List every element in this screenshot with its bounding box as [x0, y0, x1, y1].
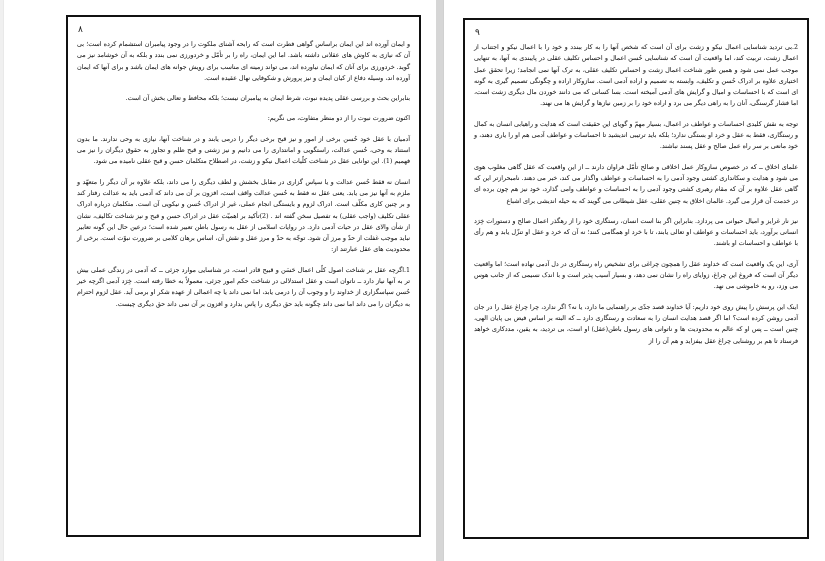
- right-page-frame: [463, 18, 809, 539]
- paragraph: نیز نار غرایز و امیال حیوانی می پردازد. بنابراین اگر بنا است انسان، رستگاری خود را از رهگذر اعمال صالح و دستورات خِرَد انسانی برآورد، باید احساسات و عواطف او تعالی یابند، تا با خرد او همگامی کنند؛ نه آن که خرد و عقل او تنزّل یابد و هم رأی با عواطف و احساسات او باشند.: [474, 217, 799, 248]
- left-page-body: [77, 39, 410, 319]
- paragraph: علمای اخلاق ــ که در خصوص سازوکار عمل اخلاقی و صالح تأمّل فراوان دارند ــ از این واقعیت که عقل گاهی مغلوب هوی می شود و هدایت و سکانداری کشتی وجود آدمی را به احساسات و عواطف واگذار می کند، خبر می دهند. نامبحرازتر این که گاهی عقل علاوه بر آن که مقام رهبری کشتی وجود آدمی را به احساسات و عواطف وامی گذارد، خود نیز هم چون برده ای در خدمت آن قرار می گیرد. عالمان اخلاق به چنین عقلی، عقل شیطانی می گویند که به حیله اندیشی برای اشباع: [474, 163, 798, 205]
- left-page-frame: [66, 15, 421, 537]
- paragraph: اینک این پرسش را پیش روی خود داریم: آیا خداوند قصد جدّی بر راهنمایی ما دارد، یا نه؟ اگر ندارد، چرا چراغ عقل را در جان آدمی روشن کرده است؟ اما اگر قصد هدایت انسان را به سعادت و رستگاری دارد ــ که البته بر اساس فیض بی پایان الهی، چنین است ــ پس او که عالم به محدودیت ها و ناتوانی های رسول باطن(عقل) او است، بی تردید، به یقین، مددکاری خواهد فرستاد تا هم بر روشنایی چراغ عقل بیفزاید و هم آن را از: [474, 303, 798, 345]
- page-gutter: [436, 0, 444, 561]
- paragraph: و ایمان آورده اند این ایمان براساس گواهی فطرت است که رابحه آشنای ملکوت را در وجود پیامبران استشمام کرده است؛ بی آن که نیازی به کاوش های عقلانی داشته باشد. اما این ایمان، راه را بر تأمّل و خردورزی نمی بندد و بلکه به آن خوشامد نیز می گوید. خردورزی برای آنان که ایمان نیاورده اند، می تواند زمینه ای مناسب برای رویش جوانه های ایمان باشد و برای آنها که ایمان آورده اند، وسیله دفاع از کیان ایمان و نیز پرورش و شکوفایی نهال عقیده است.: [77, 41, 410, 82]
- paragraph: بنابراین بحث و بررسی عقلی پدیده نبوت، شرط ایمان به پیامبران نیست؛ بلکه محافظ و تعالی بخش آن است.: [125, 95, 410, 103]
- paragraph: 2.بی تردید شناسایی اعمال نیکو و زشت برای آن است که شخص آنها را به کار ببندد و خود را با اعمال نیکو و اجتناب از اعمال زشت، تربیت کند، اما واقعیت آن است که شناسایی حُسن اعمال و احساس تکلیف عقلی در پایبندی به آنها، به تنهایی موجب عمل نمی شود و همین طور شناخت اعمال زشت و احساس تکلیف عقلی، به ترک آنها نمی انجامد؛ زیرا تحقق عمل اختیاری علاوه بر ادراک حُسن و تکلیف، وابسته به تصمیم و اراده آدمی است. سازوکار اراده و چگونگی تصمیم گیری به گونه ای است که با احساسات و امیال و گرایش های آدمی آمیخته است. بسا کسانی که می دانند خوردن مال دیگری زشت است، اما فشار گرسنگی، آنان را به راهی دیگر می برد و اراده خود را بر زمین نیازها و گرایش ها می نهند.: [474, 44, 798, 108]
- paragraph: انسان نه فقط حُسن عدالت و یا سپاس گزاری در مقابل بخشش و لطف دیگری را می داند، بلکه علاوه بر آن دیگر را متعهّد و ملزم به آنها نیز می یابد. یعنی عقل نه فقط به حُسن عدالت واقف است، افزون بر آن می داند که آدمی باید به عدالت رفتار کند و بر چنین کاری مکلّف است. ادراک لزوم و بایستگی انجام عملی، غیر از ادراک حُسن و نیکویی آن است. متکلمان درباره ادراک عقلی تکلیف (واجب عقلی) به تفصیل سخن گفته اند . (2)تأکید بر اهمیّت عقل در ادراک حسن و قبح و نیز شناخت تکالیف، نشان از شأن والای عقل در حیات آدمی دارد. در روایات اسلامی از عقل به رسول باطن تعبیر شده است؛ درعین حال این گونه تعابیر نباید موجب غفلت از حدّ و مرز آن شود. توجّه به حدّ و مرز عقل و نقش آن، اساس برهان کلامی بر ضرورت نبوّت است. برخی از محدودیت های عقل عبارتند از:: [77, 178, 410, 254]
- paragraph: 1.اگرچه عقل بر شناخت اصول کلّی اعمال حَسَن و قبیح قادر است، در شناسایی موارد جزئی ــ که آدمی در زندگی عملی بیش تر به آنها نیاز دارد ــ ناتوان است و عقل استدلالی در شناخت حکم امور جزئی، معمولاً به خطا رفته است. خِرَد آدمی اگرچه خیر حُسن سپاسگزاری از خداوند را و وجوب آن را درمی یابد، اما نمی داند یا چه اعمالی از عهده شکر او برمی آید. عقل لزوم احترام به دیگران را می داند اما نمی داند چگونه باید حق دیگری را پاس بدارد و افزون بر آن نمی داند حق دیگری چیست.: [77, 266, 410, 308]
- paragraph: آدمیان با عقل خود حُسن برخی از امور و نیز قبح برخی دیگر را درمی یابند و در شناخت آنها، نیازی به وحی ندارند. ما بدون استناد به وحی، حُسن عدالت، راستگویی و امانتداری را می دانیم و نیز زشتی و قبح ظلم و تجاوز به حقوق دیگران را نیز می فهمیم (1). این توانایی عقل در شناخت کلّیات اعمال نیکو و زشت، در اصطلاح متکلمان حسن و قبح عقلی نامیده می شود.: [77, 135, 410, 166]
- paragraph: آری، این یک واقعیت است که خداوند عقل را همچون چراغی برای تشخیص راه رستگاری در دل آدمی نهاده است؛ اما واقعیت دیگر آن است که فروغ این چراغ، زوایای راه را نشان نمی دهد، و بسیار آسیب پذیر است و با اندک نسیمی که از جانب هوس می وزد، رو به خاموشی می نهد.: [474, 260, 798, 291]
- right-page-number: ۹: [475, 28, 480, 38]
- paragraph: اکنون ضرورت نبوت را از دو منظر متفاوت، می نگریم:: [267, 115, 410, 123]
- paragraph: توجه به نقش کلیدی احساسات و عواطف در اعمال، بسیار مهمّ و گویای این حقیقت است که هدایت و راهیابی انسان به کمال و رستگاری، فقط به عقل و خرد او بستگی ندارد؛ بلکه باید ترتیبی اندیشید تا احساسات و عواطف آدمی هم او را یاری دهند، و خود مانعی بر سر راه عمل صالح و عقل پسند نباشند.: [474, 120, 798, 151]
- left-page-number: ۸: [78, 25, 83, 35]
- right-page-body: [474, 42, 798, 356]
